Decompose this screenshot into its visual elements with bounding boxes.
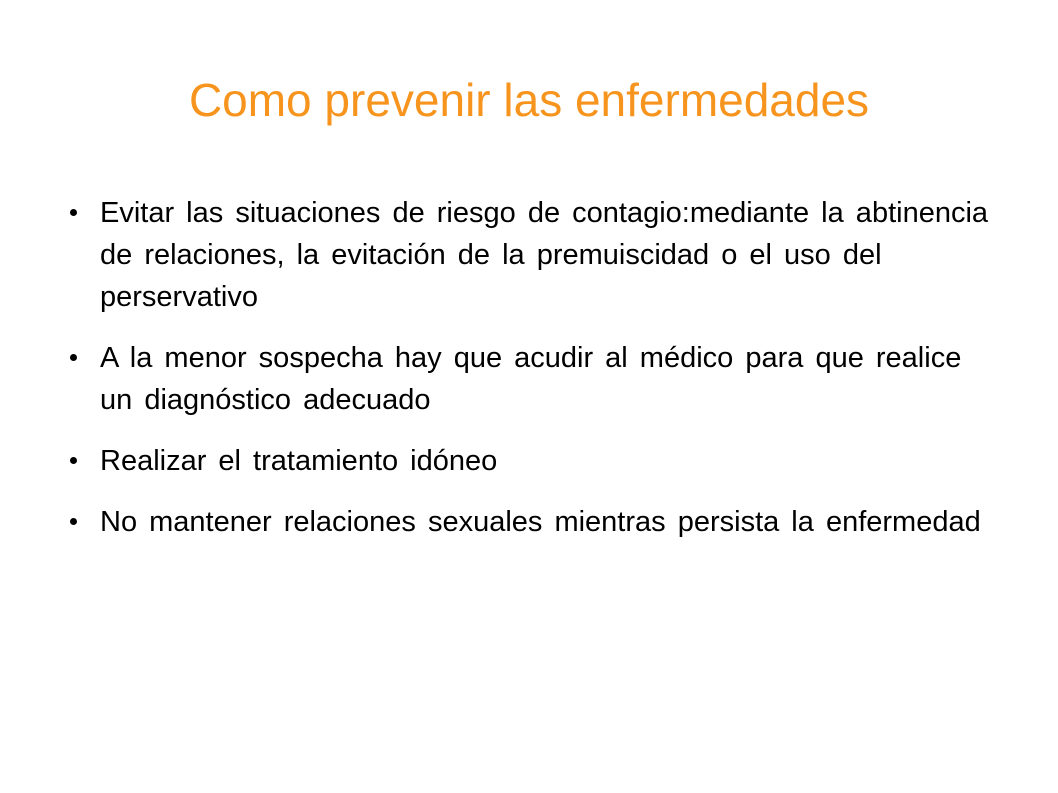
bullet-item <box>70 192 990 318</box>
bullet-text: A la menor sospecha hay que acudir al médico para que realice un diagnóstico adecuado <box>100 342 962 416</box>
bullet-list <box>70 192 990 562</box>
bullet-dot-icon <box>70 518 77 525</box>
bullet-dot-icon <box>70 209 77 216</box>
bullet-dot-icon <box>70 457 77 464</box>
bullet-text: No mantener relaciones sexuales mientras persista la enfermedad <box>100 506 981 538</box>
bullet-dot-icon <box>70 354 77 361</box>
bullet-item <box>70 501 990 543</box>
bullet-item <box>70 440 990 482</box>
bullet-text: Realizar el tratamiento idóneo <box>100 445 498 477</box>
bullet-text: Evitar las situaciones de riesgo de contagio:mediante la abtinencia de relaciones, la evitación de la premuiscidad o el uso del perservativo <box>100 197 989 313</box>
bullet-item <box>70 337 990 421</box>
slide-title: Como prevenir las enfermedades <box>188 74 870 126</box>
